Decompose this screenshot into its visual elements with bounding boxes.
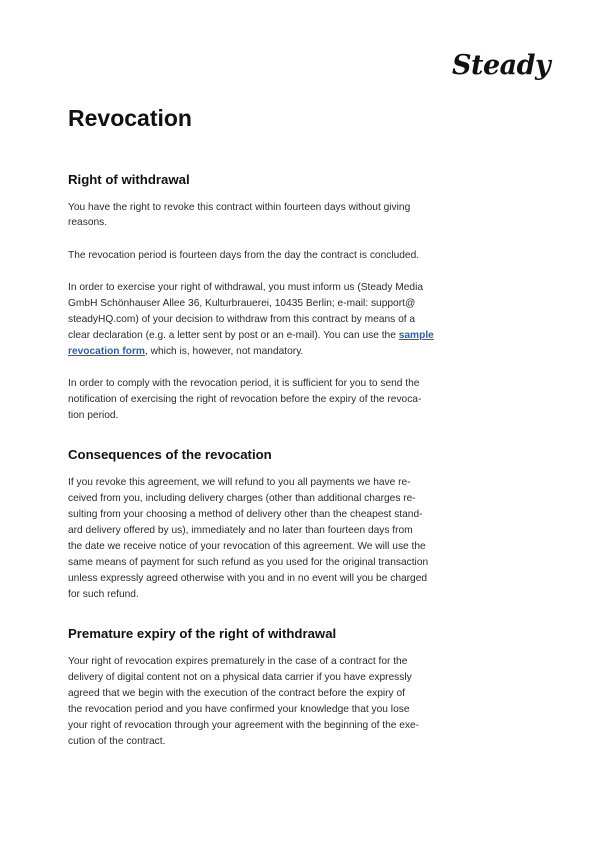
sample-revocation-form-link[interactable]: sample <box>398 330 434 341</box>
paragraph-line: delivery of digital content not on a physical data carrier if you have expressly <box>68 672 412 683</box>
section-heading-right-of-withdrawal: Right of withdrawal <box>68 172 190 187</box>
paragraph-line: In order to comply with the revocation period, it is sufficient for you to send the <box>68 378 420 389</box>
section-heading-consequences: Consequences of the revocation <box>68 447 272 462</box>
paragraph-line: Your right of revocation expires prematurely in the case of a contract for the <box>68 656 408 667</box>
paragraph-line: GmbH Schönhauser Allee 36, Kulturbrauerei, 10435 Berlin; e-mail: support@ <box>68 298 416 309</box>
paragraph-line: the date we receive notice of your revocation of this agreement. We will use the <box>68 541 426 552</box>
paragraph-line: sulting from your choosing a method of delivery other than the cheapest stand- <box>68 509 423 520</box>
paragraph-line: If you revoke this agreement, we will refund to you all payments we have re- <box>68 477 411 488</box>
paragraph-line: for such refund. <box>68 589 139 600</box>
paragraph-line: ard delivery offered by us), immediately and no later than fourteen days from <box>68 525 413 536</box>
paragraph-line: tion period. <box>68 410 119 421</box>
logo: Steady <box>452 50 551 81</box>
page-title: Revocation <box>68 105 192 131</box>
paragraph-text: clear declaration (e.g. a letter sent by post or an e-mail). You can use the <box>68 330 399 341</box>
paragraph-line: unless expressly agreed otherwise with you and in no event will you be charged <box>68 573 428 584</box>
sample-revocation-form-link-cont[interactable]: revocation form <box>68 346 145 357</box>
paragraph-line: In order to exercise your right of withdrawal, you must inform us (Steady Media <box>68 282 424 293</box>
paragraph-line: ceived from you, including delivery charges (other than additional charges re- <box>68 493 416 504</box>
paragraph-line: steadyHQ.com) of your decision to withdraw from this contract by means of a <box>68 314 416 325</box>
section-heading-premature-expiry: Premature expiry of the right of withdrawal <box>68 626 337 641</box>
paragraph-line: cution of the contract. <box>68 736 166 747</box>
paragraph-line: The revocation period is fourteen days from the day the contract is concluded. <box>68 250 420 261</box>
paragraph-line <box>68 345 303 359</box>
paragraph-text: , which is, however, not mandatory. <box>145 346 304 357</box>
paragraph-line: same means of payment for such refund as you used for the original transaction <box>68 557 429 568</box>
paragraph-line: your right of revocation through your agreement with the beginning of the exe- <box>68 720 420 731</box>
paragraph-line: reasons. <box>68 217 108 228</box>
paragraph-line: the revocation period and you have confirmed your knowledge that you lose <box>68 704 410 715</box>
paragraph-line: You have the right to revoke this contract within fourteen days without giving <box>68 202 411 213</box>
paragraph-line: notification of exercising the right of revocation before the expiry of the revoca- <box>68 394 422 405</box>
paragraph-line <box>68 329 434 343</box>
paragraph-line: agreed that we begin with the execution of the contract before the expiry of <box>68 688 405 699</box>
